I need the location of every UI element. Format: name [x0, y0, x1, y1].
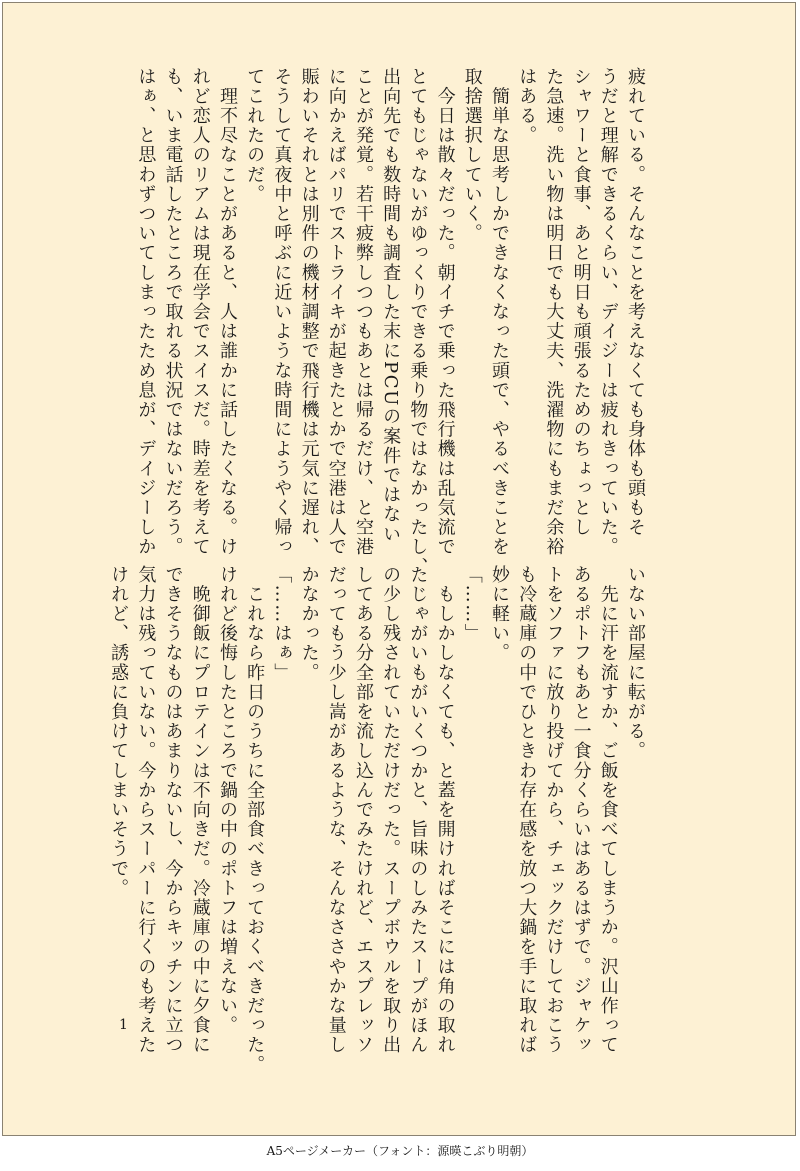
- text-line: とてもじゃないがゆっくりできる乗り物ではなかったし、: [407, 67, 429, 577]
- text-line: うだと理解できるくらい、デイジーは疲れきっていた。: [597, 67, 619, 557]
- text-line: 今日は散々だった。朝イチで乗った飛行機は乱気流で: [434, 67, 456, 557]
- text-line: けれど後悔したところで鍋の中のポトフは増えない。: [216, 565, 238, 1036]
- text-line: もしかしなくても、と蓋を開ければそこには角の取れ: [434, 565, 456, 1055]
- text-line: シャワーと食事、あと明日も頑張るためのちょっとし: [570, 67, 592, 538]
- lower-text-block: [105, 565, 649, 1075]
- text-line: 晩御飯にプロテインは不向きだ。冷蔵庫の中に夕食に: [189, 565, 211, 1055]
- text-line: てこれたのだ。: [244, 67, 266, 205]
- text-line: いない部屋に転がる。: [625, 565, 646, 761]
- text-line: 疲れている。そんなことを考えなくても身体も頭もそ: [625, 67, 646, 538]
- page-number: 1: [119, 1017, 128, 1033]
- text-line: これなら昨日のうちに全部食べきっておくべきだった。: [244, 565, 266, 1075]
- text-line: あるポトフもあと一食分くらいはあるはずで。ジャケッ: [570, 565, 592, 1055]
- text-line: 理不尽なことがあると、人は誰かに話したくなる。け: [216, 67, 238, 557]
- text-line: そうして真夜中と呼ぶに近いような時間にようやく帰っ: [271, 67, 293, 557]
- text-line: 「……はぁ」: [271, 565, 293, 683]
- text-line: 出向先でも数時間も調査した末にPCUの案件ではない: [380, 67, 402, 545]
- footer-caption: A5ページメーカー（フォント：源暎こぶり明朝）: [266, 1144, 534, 1158]
- text-line: してある分全部を流し込んでみたけれど、エスプレッソ: [352, 565, 374, 1055]
- text-line: はぁ、と思わずついてしまったため息が、デイジーしか: [135, 67, 157, 557]
- text-line: た急速。洗い物は明日でも大丈夫、洗濯物にもまだ余裕: [543, 67, 565, 557]
- text-line: 妙に軽い。: [488, 565, 510, 663]
- text-line: れど恋人のリアムは現在学会でスイスだ。時差を考えて: [189, 67, 211, 557]
- text-line: 簡単な思考しかできなくなった頭で、やるべきことを: [488, 67, 510, 557]
- text-line: けれど、誘惑に負けてしまいそうで。: [108, 565, 130, 899]
- text-line: たじゃがいもがいくつかと、旨味のしみたスープがほん: [407, 565, 429, 1055]
- text-line: できそうなものはあまりないし、今からキッチンに立つ: [162, 565, 184, 1055]
- text-line: 賑わいそれとは別件の機材調整で飛行機は元気に遅れ、: [298, 67, 320, 557]
- text-line: 「……」: [461, 565, 483, 644]
- text-line: も冷蔵庫の中でひときわ存在感を放つ大鍋を手に取れば: [516, 565, 538, 1055]
- text-line: に向かえばパリでストライキが起きたとかで空港は人で: [325, 67, 347, 557]
- text-line: も、いま電話したところで取れる状況ではないだろう。: [162, 67, 184, 557]
- text-line: かなかった。: [298, 565, 320, 683]
- text-line: 先に汗を流すか、ご飯を食べてしまうか。沢山作って: [597, 565, 619, 1055]
- text-line: だってもう少し嵩があるような、そんなささやかな量し: [325, 565, 347, 1055]
- text-line: 取捨選択していく。: [461, 67, 483, 244]
- text-line: トをソファに放り投げてから、チェックだけしておこう: [543, 565, 565, 1055]
- text-line: はある。: [516, 67, 538, 146]
- text-line: の少し残されていただけだった。スープボウルを取り出: [380, 565, 402, 1055]
- upper-text-block: [132, 67, 649, 577]
- text-line: ことが発覚。若干疲弊しつつもあとは帰るだけ、と空港: [352, 67, 374, 557]
- manuscript-page: [2, 2, 796, 1136]
- text-line: 気力は残っていない。今からスーパーに行くのも考えた: [135, 565, 157, 1055]
